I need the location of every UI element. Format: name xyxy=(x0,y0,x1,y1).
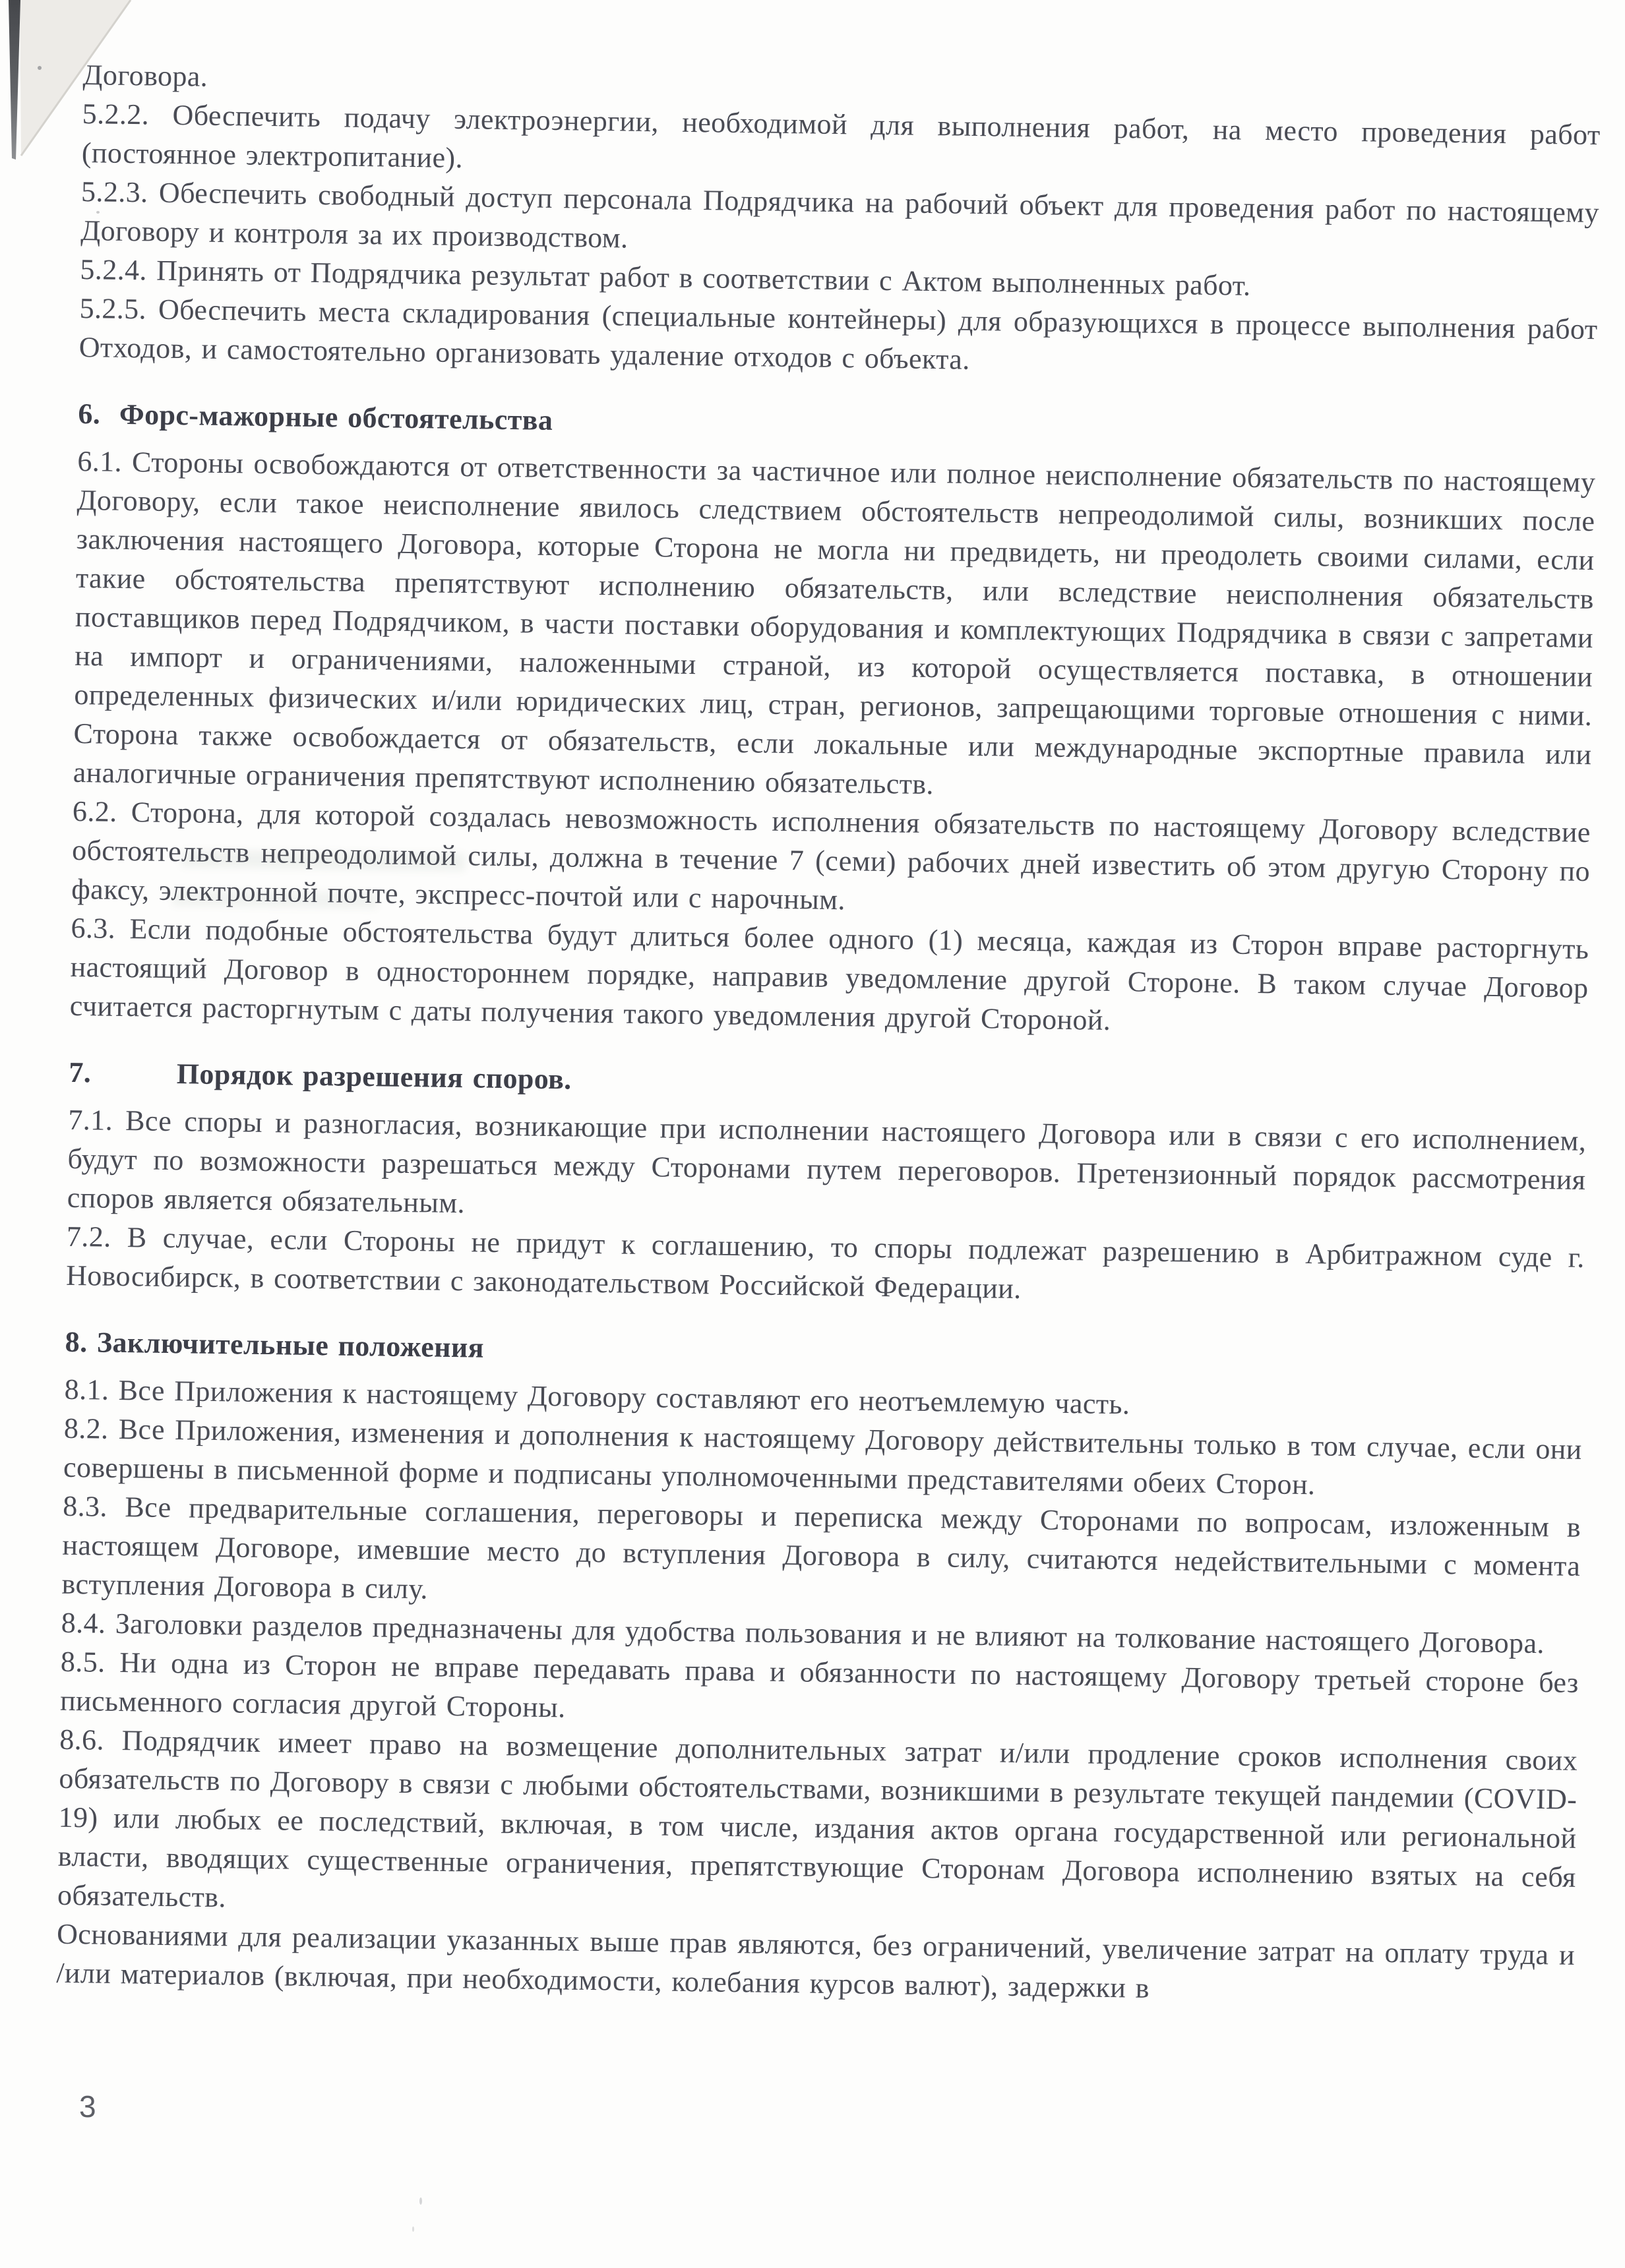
para-8-3: 8.3. Все предварительные соглашения, переговоры и переписка между Сторонами по вопросам, изложенным в настоящем Договоре, имевшие место до вступления Договора в силу, считаются недействительными с момента вступления Договора в силу. xyxy=(61,1489,1581,1605)
page-edge-strip xyxy=(9,0,20,160)
heading-8: 8. Заключительные положения xyxy=(65,1325,485,1364)
para-7-2: 7.2. В случае, если Стороны не придут к соглашению, то споры подлежат разрешению в Арбитражном суде г. Новосибирск, в соответствии с законодательством Российской Федерации. xyxy=(65,1220,1585,1305)
para-osnovaniya: Основаниями для реализации указанных выше прав являются, без ограничений, увеличение затрат на оплату труда и /или материалов (включая, при необходимости, колебания курсов валют), задержки в xyxy=(56,1917,1576,2004)
para-7-1: 7.1. Все споры и разногласия, возникающие при исполнении настоящего Договора или в связи с его исполнением, будут по возможности разрешаться между Сторонами путем переговоров. Претензионный порядок рассмотрения споров является обязательным. xyxy=(67,1103,1587,1220)
scan-speck xyxy=(419,2197,422,2205)
para-5-2-5: 5.2.5. Обеспечить места складирования (специальные контейнеры) для образующихся в процессе выполнения работ Отходов, и самостоятельно организовать удаление отходов с объекта. xyxy=(78,291,1598,376)
heading-7: 7. Порядок разрешения споров. xyxy=(69,1056,572,1096)
contract-body-text xyxy=(56,55,1601,2014)
scan-speck xyxy=(412,2226,414,2232)
para-6-2: 6.2. Сторона, для которой создалась невозможность исполнения обязательств по настоящему Договору вследствие обстоятельств непреодолимой силы, должна в течение 7 (семи) рабочих дней известить об этом другую Сторону по факсу, электронной почте, экспресс-почтой или с нарочным. xyxy=(71,794,1591,916)
para-8-6: 8.6. Подрядчик имеет право на возмещение дополнительных затрат и/или продление сроков исполнения своих обязательств по Договору в связи с любыми обстоятельствами, возникшими в результате текущей пандемии (COVID-19) или любых ее последствий, включая, в том числе, издания актов органа государственной или региональной власти, вводящих существенные ограничения, препятствующие Сторонам Договора исполнению взятых на себя обязательств. xyxy=(57,1723,1578,1914)
para-8-4: 8.4. Заголовки разделов предназначены для удобства пользования и не влияют на толкование настоящего Договора. xyxy=(61,1606,1545,1660)
para-8-1: 8.1. Все Приложения к настоящему Договору составляют его неотъемлемую часть. xyxy=(64,1373,1130,1421)
para-5-2-2: 5.2.2. Обеспечить подачу электроэнергии, необходимой для выполнения работ, на место проведения работ (постоянное электропитание). xyxy=(81,97,1601,175)
para-5-2-4: 5.2.4. Принять от Подрядчика результат работ в соответствии с Актом выполненных работ. xyxy=(80,253,1251,302)
para-6-3: 6.3. Если подобные обстоятельства будут длиться более одного (1) месяца, каждая из Сторон вправе расторгнуть настоящий Договор в одностороннем порядке, направив уведомление другой Стороне. В таком случае Договор считается расторгнутым с даты получения такого уведомления другой Стороной. xyxy=(69,911,1589,1036)
scan-speck xyxy=(38,66,42,70)
para-5-2-3: 5.2.3. Обеспечить свободный доступ персонала Подрядчика на рабочий объект для проведения работ по настоящему Договору и контроля за их производством. xyxy=(80,175,1600,254)
para-8-2: 8.2. Все Приложения, изменения и дополнения к настоящему Договору действительны только в том случае, если они совершены в письменной форме и подписаны уполномоченными представителями обеих Сторон. xyxy=(63,1412,1583,1501)
page-number: 3 xyxy=(79,2089,96,2124)
heading-6: 6. Форс-мажорные обстоятельства xyxy=(78,397,553,436)
para-dogovora-tail: Договора. xyxy=(82,58,208,93)
para-6-1: 6.1. Стороны освобождаются от ответственности за частичное или полное неисполнение обязательств по настоящему Договору, если такое неисполнение явилось следствием обстоятельств непреодолимой силы, возникших после заключения настоящего Договора, которые Сторона не могла ни предвидеть, ни преодолеть своими силами, если такие обстоятельства препятствуют исполнению обязательств, или вследствие неисполнения обязательств поставщиков перед Подрядчиком, в части поставки оборудования и комплектующих Подрядчика в связи с запретами на импорт и ограничениями, наложенными страной, из которой осуществляется поставка, в отношении определенных физических и/или юридических лиц, стран, регионов, запрещающими торговые отношения с ними. Сторона также освобождается от обязательств, если локальные или международные экспортные правила или аналогичные ограничения препятствуют исполнению обязательств. xyxy=(73,444,1596,801)
para-8-5: 8.5. Ни одна из Сторон не вправе передавать права и обязанности по настоящему Договору третьей стороне без письменного согласия другой Стороны. xyxy=(59,1645,1579,1724)
